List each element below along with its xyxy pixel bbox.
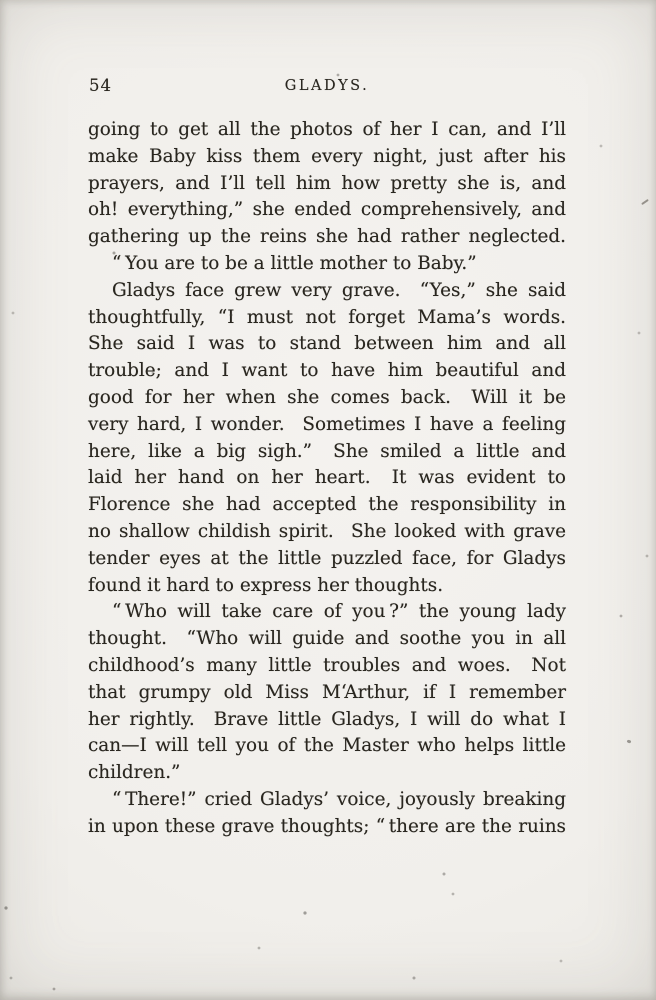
text-line: very hard, I wonder. Sometimes I have a feeling bbox=[88, 413, 566, 435]
text-line: found it hard to express her thoughts. bbox=[88, 574, 444, 596]
text-line: children.” bbox=[88, 762, 181, 784]
text-line: laid her hand on her heart. It was evident to bbox=[88, 467, 566, 489]
paragraph bbox=[88, 599, 566, 787]
text-line: her rightly. Brave little Gladys, I will do what I bbox=[88, 708, 566, 730]
paragraph bbox=[88, 278, 566, 600]
text-line: thought. “Who will guide and soothe you in all bbox=[88, 628, 566, 650]
text-line: oh! everything,” she ended comprehensively, and bbox=[88, 199, 566, 221]
text-line: Gladys face grew very grave. “Yes,” she said bbox=[112, 279, 566, 301]
scan-mark-pen bbox=[627, 739, 632, 743]
page-header bbox=[88, 76, 566, 98]
text-line: in upon these grave thoughts; “ there are the ruins bbox=[88, 815, 566, 837]
text-line: can—I will tell you of the Master who helps little bbox=[88, 735, 566, 757]
text-line: good for her when she comes back. Will it be bbox=[88, 386, 566, 408]
text-line: “ There!” cried Gladys’ voice, joyously breaking bbox=[112, 788, 566, 810]
text-line: Florence she had accepted the responsibility in bbox=[88, 494, 566, 516]
text-line: that grumpy old Miss M‘Arthur, if I remember bbox=[88, 681, 566, 703]
paragraph bbox=[88, 787, 566, 841]
text-line: She said I was to stand between him and all bbox=[88, 333, 566, 355]
text-block bbox=[88, 117, 566, 841]
text-line: going to get all the photos of her I can, and I’ll bbox=[88, 119, 566, 140]
text-line: thoughtfully, “I must not forget Mama’s words. bbox=[88, 306, 566, 328]
scan-speckles bbox=[0, 0, 2, 2]
paragraph bbox=[88, 251, 566, 278]
text-line: trouble; and I want to have him beautiful and bbox=[88, 360, 566, 382]
scan-mark-dash bbox=[641, 199, 649, 205]
text-line: childhood’s many little troubles and woes. Not bbox=[88, 654, 566, 676]
text-line: prayers, and I’ll tell him how pretty she is, and bbox=[88, 172, 566, 194]
text-line: no shallow childish spirit. She looked with grave bbox=[88, 520, 566, 542]
text-line: “ Who will take care of you ?” the young lady bbox=[112, 601, 566, 623]
page-number: 54 bbox=[89, 76, 112, 95]
paragraph bbox=[88, 117, 566, 251]
text-line: here, like a big sigh.” She smiled a little and bbox=[88, 440, 566, 462]
text-line: tender eyes at the little puzzled face, for Gladys bbox=[88, 547, 566, 569]
text-line: gathering up the reins she had rather neglected. bbox=[88, 226, 566, 248]
text-line: make Baby kiss them every night, just after his bbox=[88, 145, 566, 167]
text-line: “ You are to be a little mother to Baby.” bbox=[112, 252, 477, 274]
running-title: GLADYS. bbox=[284, 78, 370, 94]
